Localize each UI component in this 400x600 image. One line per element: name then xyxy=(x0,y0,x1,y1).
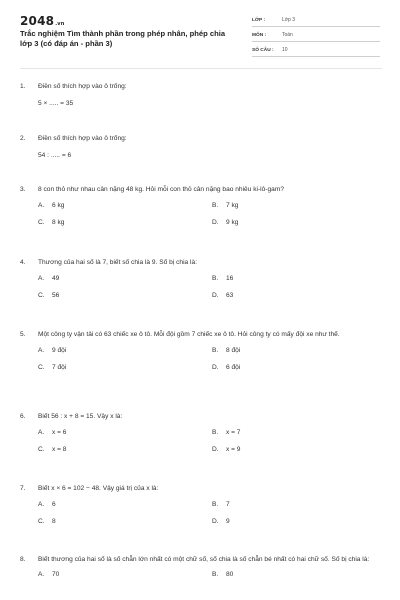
option-value: 7 xyxy=(226,501,230,508)
option-b[interactable] xyxy=(212,275,382,282)
option-c[interactable] xyxy=(38,518,212,525)
option-letter: B. xyxy=(212,429,219,436)
option-b[interactable] xyxy=(212,571,382,578)
option-value: 6 kg xyxy=(52,202,65,209)
option-value: 9 xyxy=(226,518,230,525)
logo-suffix: .vn xyxy=(55,21,65,27)
option-value: 8 đội xyxy=(226,347,241,354)
question-text: Điền số thích hợp vào ô trống: xyxy=(38,83,127,90)
option-b[interactable] xyxy=(212,347,382,354)
question-2 xyxy=(20,134,382,159)
fill-in-expression: 5 × ..... = 35 xyxy=(38,100,74,107)
option-value: 7 đội xyxy=(52,364,67,371)
page-title: Trắc nghiệm Tìm thành phần trong phép nhân, phép chia lớp 3 (có đáp án - phần 3) xyxy=(20,29,226,48)
option-letter: A. xyxy=(38,429,45,436)
option-value: 7 kg xyxy=(226,202,239,209)
option-letter: A. xyxy=(38,571,45,578)
meta-key: LỚP : xyxy=(252,17,266,23)
option-value: x = 9 xyxy=(226,446,241,453)
question-8 xyxy=(20,555,382,578)
meta-key: SỐ CÂU : xyxy=(252,47,274,53)
option-a[interactable] xyxy=(38,347,212,354)
option-letter: D. xyxy=(212,364,219,371)
question-4 xyxy=(20,258,382,299)
answer-options xyxy=(38,275,382,299)
option-c[interactable] xyxy=(38,446,212,453)
option-d[interactable] xyxy=(212,292,382,299)
question-1 xyxy=(20,82,382,107)
option-letter: D. xyxy=(212,292,219,299)
option-value: 9 đội xyxy=(52,347,67,354)
option-letter: C. xyxy=(38,518,45,525)
option-a[interactable] xyxy=(38,501,212,508)
option-a[interactable] xyxy=(38,429,212,436)
option-c[interactable] xyxy=(38,219,212,226)
option-letter: B. xyxy=(212,275,219,282)
answer-options xyxy=(38,347,382,371)
meta-value: Lớp 3 xyxy=(282,17,296,23)
option-c[interactable] xyxy=(38,364,212,371)
logo-text: 2048 xyxy=(20,14,55,28)
option-value: x = 7 xyxy=(226,429,241,436)
option-value: 6 đội xyxy=(226,364,241,371)
option-letter: A. xyxy=(38,347,45,354)
option-letter: C. xyxy=(38,219,45,226)
answer-options xyxy=(38,501,382,525)
option-letter: B. xyxy=(212,347,219,354)
question-number: 6. xyxy=(20,413,26,420)
option-letter: D. xyxy=(212,518,219,525)
question-text: Biết x × 6 = 102 − 48. Vậy giá trị của x là: xyxy=(38,485,159,492)
option-value: 80 xyxy=(226,571,234,578)
question-text: Một công ty vận tải có 63 chiếc xe ô tô. Mỗi đội gồm 7 chiếc xe ô tô. Hỏi công ty có mấy đội xe như thế. xyxy=(38,331,340,338)
option-value: 9 kg xyxy=(226,219,239,226)
fill-in-expression: 54 : ..... = 6 xyxy=(38,152,72,159)
question-text: Biết thương của hai số là số chẵn lớn nhất có một chữ số, số chia là số chẵn bé nhất có hai chữ số. Số bị chia là: xyxy=(38,556,370,563)
question-number: 5. xyxy=(20,331,26,338)
meta-key: MÔN : xyxy=(252,32,267,38)
question-text: Thương của hai số là 7, biết số chia là 9. Số bị chia là: xyxy=(38,259,198,266)
option-d[interactable] xyxy=(212,364,382,371)
option-b[interactable] xyxy=(212,202,382,209)
question-number: 1. xyxy=(20,83,26,90)
option-letter: B. xyxy=(212,571,219,578)
site-logo[interactable] xyxy=(20,14,65,28)
question-number: 3. xyxy=(20,186,26,193)
option-d[interactable] xyxy=(212,219,382,226)
meta-value: Toán xyxy=(282,32,293,38)
option-value: 6 xyxy=(52,501,56,508)
option-letter: A. xyxy=(38,202,45,209)
option-d[interactable] xyxy=(212,518,382,525)
header-divider xyxy=(20,68,382,69)
option-letter: C. xyxy=(38,292,45,299)
meta-row-count xyxy=(252,44,380,57)
option-letter: C. xyxy=(38,446,45,453)
question-number: 2. xyxy=(20,135,26,142)
answer-options xyxy=(38,571,382,578)
option-value: 8 kg xyxy=(52,219,65,226)
option-letter: C. xyxy=(38,364,45,371)
question-3 xyxy=(20,185,382,226)
option-value: 56 xyxy=(52,292,60,299)
option-letter: B. xyxy=(212,202,219,209)
question-text: Điền số thích hợp vào ô trống: xyxy=(38,135,127,142)
option-d[interactable] xyxy=(212,446,382,453)
option-letter: A. xyxy=(38,275,45,282)
option-letter: B. xyxy=(212,501,219,508)
question-number: 4. xyxy=(20,259,26,266)
option-value: x = 6 xyxy=(52,429,67,436)
meta-row-grade xyxy=(252,14,380,27)
question-7 xyxy=(20,484,382,525)
option-value: 16 xyxy=(226,275,234,282)
question-5 xyxy=(20,330,382,371)
option-a[interactable] xyxy=(38,202,212,209)
option-value: 70 xyxy=(52,571,60,578)
question-6 xyxy=(20,412,382,453)
option-letter: A. xyxy=(38,501,45,508)
option-letter: D. xyxy=(212,446,219,453)
option-c[interactable] xyxy=(38,292,212,299)
question-number: 7. xyxy=(20,485,26,492)
option-a[interactable] xyxy=(38,275,212,282)
option-value: 49 xyxy=(52,275,60,282)
option-letter: D. xyxy=(212,219,219,226)
question-number: 8. xyxy=(20,556,26,563)
meta-value: 10 xyxy=(282,47,288,53)
option-b[interactable] xyxy=(212,501,382,508)
question-text: Biết 56 : x + 8 = 15. Vậy x là: xyxy=(38,413,123,420)
option-b[interactable] xyxy=(212,429,382,436)
option-a[interactable] xyxy=(38,571,212,578)
answer-options xyxy=(38,429,382,453)
option-value: 8 xyxy=(52,518,56,525)
option-value: 63 xyxy=(226,292,234,299)
meta-panel xyxy=(252,14,380,59)
answer-options xyxy=(38,202,382,226)
meta-row-subject xyxy=(252,29,380,42)
option-value: x = 8 xyxy=(52,446,67,453)
question-text: 8 con thỏ như nhau cân nặng 48 kg. Hỏi mỗi con thỏ cân nặng bao nhiêu ki-lô-gam? xyxy=(38,186,284,193)
